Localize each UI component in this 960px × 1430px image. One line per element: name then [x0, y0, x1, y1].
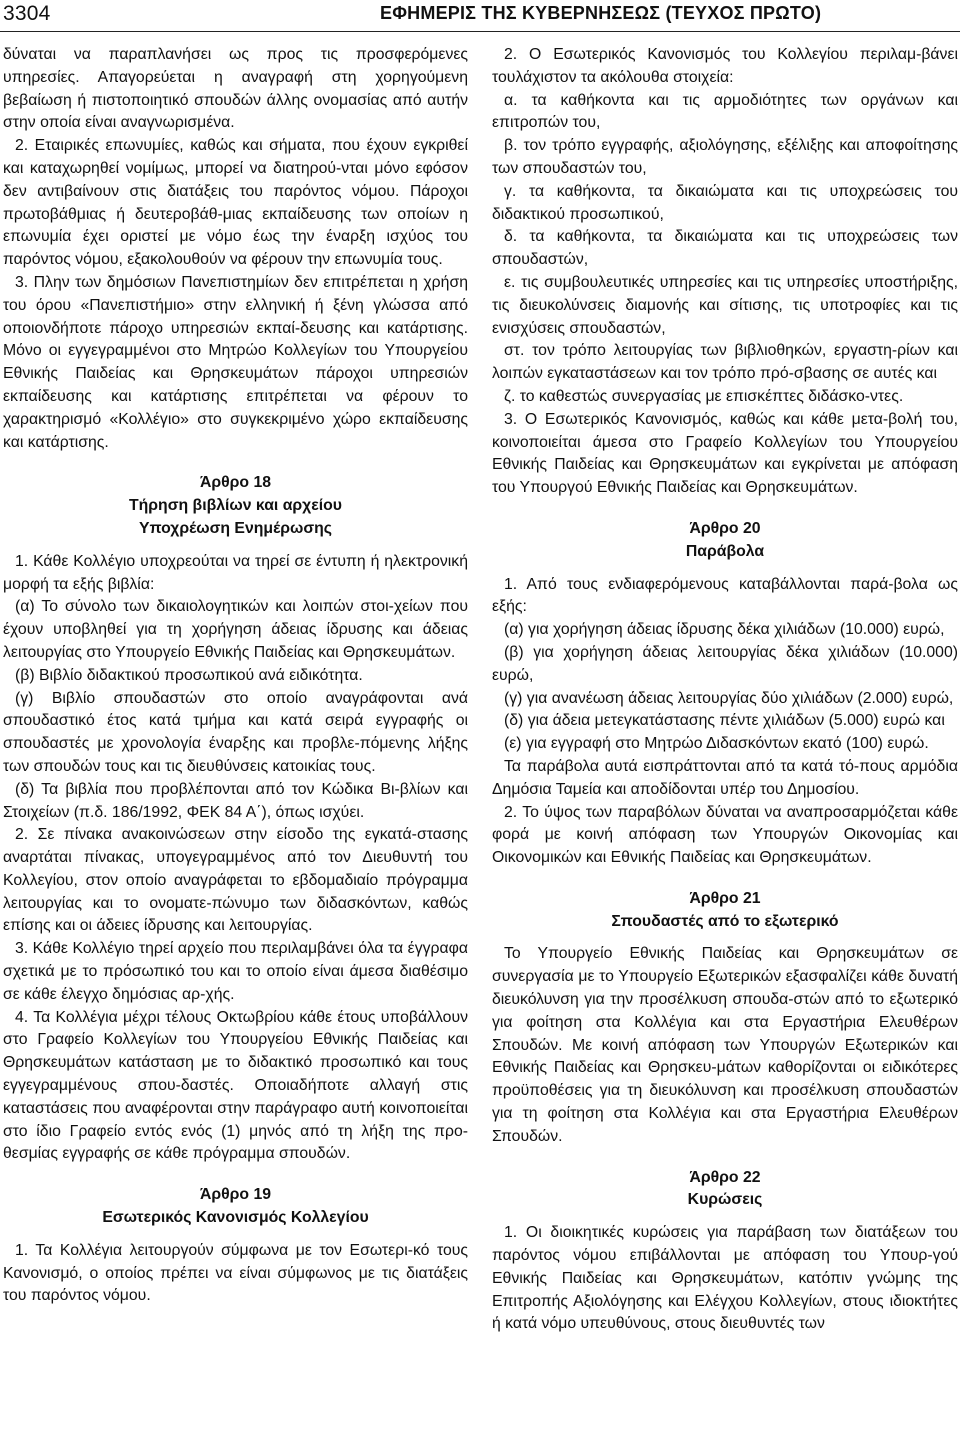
- list-item: (ε) για εγγραφή στο Μητρώο Διδασκόντων εκατό (100) ευρώ.: [504, 735, 929, 753]
- paragraph: 3. Ο Εσωτερικός Κανονισμός, καθώς και κάθε μετα-βολή του, κοινοποιείται άμεσα στο Γραφείο Κολλεγίων του Υπουργείου Εθνικής Παιδείας και Θρησκευμάτων και εγκρίνεται με απόφαση του Υπουργού Εθνικής Παιδείας και Θρησκευμάτων.: [492, 410, 958, 497]
- article-number: Άρθρο 22: [689, 1168, 761, 1186]
- list-item: β. τον τρόπο εγγραφής, αξιολόγησης, εξέλιξης και αποφοίτησης των σπουδαστών του,: [492, 137, 958, 177]
- article-number: Άρθρο 18: [199, 474, 272, 492]
- list-item: ε. τις συμβουλευτικές υπηρεσίες και τις υπηρεσίες υποστήριξης, τις διευκολύνσεις διαμονής και σίτισης, τις υποτροφίες και τις ενισχύσεις σπουδαστών,: [492, 273, 958, 337]
- list-item: α. τα καθήκοντα και τις αρμοδιότητες των οργάνων και επιτροπών του,: [492, 91, 958, 132]
- list-item: (δ) Τα βιβλία που προβλέπονται από τον Κώδικα Βι-βλίων και Στοιχείων (π.δ. 186/1992, ΦΕΚ 84 Α΄), όπως ισχύει.: [3, 780, 468, 821]
- paragraph: 1. Κάθε Κολλέγιο υποχρεούται να τηρεί σε έντυπη ή ηλεκτρονική μορφή τα εξής βιβλία:: [3, 552, 468, 593]
- list-item: (δ) για άδεια μετεγκατάστασης πέντε χιλιάδων (5.000) ευρώ και: [504, 712, 945, 730]
- article-title: Τήρηση βιβλίων και αρχείου: [128, 497, 342, 515]
- paragraph: 1. Τα Κολλέγια λειτουργούν σύμφωνα με τον Εσωτερι-κό τους Κανονισμό, ο οποίος πρέπει να είναι σύμφωνος με τις διατάξεις του παρόντος νόμου.: [3, 1241, 468, 1305]
- list-item: (β) για χορήγηση άδειας λειτουργίας δέκα χιλιάδων (10.000) ευρώ,: [492, 643, 958, 684]
- paragraph: δύναται να παραπλανήσει ως προς τις προσφερόμενες υπηρεσίες. Απαγορεύεται η αναγραφή στη χορηγούμενη βεβαίωση ή πιστοποιητικό σπουδών άλλης ονομασίας από αυτήν στην οποία είναι αναγνωρισμένα.: [3, 46, 468, 132]
- list-item: (γ) Βιβλίο σπουδαστών στο οποίο αναγράφονται ανά σπουδαστικό έτος κατά τμήμα και κατά σειρά εγγραφής οι σπουδαστές με χρονολογία έναρξης και προβλε-πόμενης λήξης των σπουδών τους και τις διευθύνσεις κατοικίας τους.: [3, 689, 468, 775]
- paragraph: 2. Σε πίνακα ανακοινώσεων στην είσοδο της εγκατά-στασης αναρτάται πίνακας, υπογεγραμμένος από τον Διευθυντή του Κολλεγίου, στον οποίο αναγράφεται το εβδομαδιαίο πρόγραμμα λειτουργίας και το ονοματε-πώνυμο των διδασκόντων, καθώς επίσης και οι άδειες ίδρυσης και λειτουργίας.: [3, 826, 468, 935]
- list-item: στ. τον τρόπο λειτουργίας των βιβλιοθηκών, εργαστη-ρίων και λοιπών εγκαταστάσεων και τον τρόπο πρό-σβασης σε αυτές και: [492, 342, 958, 383]
- list-item: (β) Βιβλίο διδακτικού προσωπικού ανά ειδικότητα.: [15, 666, 363, 684]
- running-head: ΕΦΗΜΕΡΙΣ ΤΗΣ ΚΥΒΕΡΝΗΣΕΩΣ (ΤΕΥΧΟΣ ΠΡΩΤΟ): [380, 3, 822, 23]
- article-title: Κυρώσεις: [687, 1191, 763, 1209]
- article-19-heading: [3, 1184, 468, 1230]
- paragraph: 2. Το ύψος των παραβόλων δύναται να αναπροσαρμόζεται κάθε φορά με κοινή απόφαση των Υπουργών Οικονομίας και Οικονομικών και Εθνικής Παιδείας και Θρησκευμάτων.: [492, 803, 958, 867]
- article-title: Σπουδαστές από το εξωτερικό: [611, 912, 839, 930]
- article-title: Παράβολα: [685, 542, 765, 560]
- article-number: Άρθρο 20: [689, 519, 761, 537]
- page-number: 3304: [3, 2, 51, 25]
- paragraph: 1. Από τους ενδιαφερόμενους καταβάλλονται παρά-βολα ως εξής:: [492, 575, 958, 616]
- list-item: ζ. το καθεστώς συνεργασίας με επισκέπτες διδάσκο-ντες.: [504, 387, 904, 405]
- article-title: Υποχρέωση Ενημέρωσης: [138, 519, 332, 537]
- article-20-heading: [492, 518, 958, 564]
- left-column: [3, 44, 468, 1308]
- list-item: (α) Το σύνολο των δικαιολογητικών και λοιπών στοι-χείων που έχουν υποβληθεί για τη χορήγηση άδειας ίδρυσης και άδειας λειτουργίας στο Υπουργείο Εθνικής Παιδείας και Θρησκευμάτων.: [3, 598, 468, 661]
- right-column: [492, 44, 958, 1336]
- paragraph: Τα παράβολα αυτά εισπράττονται από τα κατά τό-πους αρμόδια Δημόσια Ταμεία και αποδίδονται υπέρ του Δημοσίου.: [492, 757, 958, 798]
- article-title: Εσωτερικός Κανονισμός Κολλεγίου: [102, 1209, 369, 1227]
- article-number: Άρθρο 21: [689, 889, 761, 907]
- page-header: [0, 0, 960, 28]
- header-rule: [0, 31, 960, 32]
- article-number: Άρθρο 19: [199, 1186, 272, 1204]
- paragraph: 2. Ο Εσωτερικός Κανονισμός του Κολλεγίου περιλαμ-βάνει τουλάχιστον τα ακόλουθα στοιχεία:: [492, 46, 958, 86]
- paragraph: 2. Εταιρικές επωνυμίες, καθώς και σήματα, που έχουν εγκριθεί και καταχωρηθεί νομίμως, μπορεί να διατηρού-νται μόνο εφόσον δεν αντιβαίνουν στις διατάξεις του παρόντος νόμου. Πάροχοι πρωτοβάθμιας ή δευτεροβάθ-μιας εκπαίδευσης των οποίων η επωνυμία έχει οριστεί με νόμο έως την έναρξη ισχύος του παρόντος νόμου, εξακολουθούν να φέρουν την επωνυμία τους.: [3, 137, 468, 269]
- paragraph: Το Υπουργείο Εθνικής Παιδείας και Θρησκευμάτων σε συνεργασία με το Υπουργείο Εξωτερικών εξασφαλίζει κάθε δυνατή διευκόλυνση για την προσέλκυση σπουδα-στών από το εξωτερικό για φοίτηση στα Κολλέγια και στα Εργαστήρια Ελευθέρων Σπουδών. Με κοινή απόφαση των Υπουργών Εξωτερικών και Εθνικής Παιδείας και Θρησκευ-μάτων καθορίζονται οι ειδικότερες προϋποθέσεις για τη διευκόλυνση και προσέλκυση σπουδαστών για τη φοίτηση στα Κολλέγια και στα Εργαστήρια Ελευθέρων Σπουδών.: [492, 945, 958, 1145]
- list-item: δ. τα καθήκοντα, τα δικαιώματα και τις υποχρεώσεις των σπουδαστών,: [492, 228, 958, 269]
- paragraph: 1. Οι διοικητικές κυρώσεις για παράβαση των διατάξεων του παρόντος νόμου επιβάλλονται με απόφαση του Υπουρ-γού Εθνικής Παιδείας και Θρησκευμάτων, κατόπιν γνώμης της Επιτροπής Αξιολόγησης και Ελέγχου Κολλεγίων, στους ιδιοκτήτες ή κατά νόμο υπευθύνους, στους διευθυντές των: [492, 1224, 958, 1333]
- list-item: (α) για χορήγηση άδειας ίδρυσης δέκα χιλιάδων (10.000) ευρώ,: [504, 621, 945, 639]
- paragraph: 4. Τα Κολλέγια μέχρι τέλους Οκτωβρίου κάθε έτους υποβάλλουν στο Γραφείο Κολλεγίων του Υπουργείου Εθνικής Παιδείας και Θρησκευμάτων κατάσταση με το διδακτικό προσωπικό και τους εγγεγραμμένους σπου-δαστές. Οποιαδήποτε αλλαγή στις καταστάσεις που αναφέρονται στην παράγραφο αυτή κοινοποιείται στο ίδιο Γραφείο εντός ενός (1) μηνός από τη λήξη της προ-θεσμίας εγγραφής σε κάθε πρόγραμμα σπουδών.: [3, 1008, 468, 1163]
- article-21-heading: [492, 888, 958, 934]
- paragraph: 3. Πλην των δημόσιων Πανεπιστημίων δεν επιτρέπεται η χρήση του όρου «Πανεπιστήμιο» στην ελληνική ή ξένη γλώσσα από οποιονδήποτε πάροχο υπηρεσιών εκπαί-δευσης και κατάρτισης. Μόνο οι εγγεγραμμένοι στο Μητρώο Κολλεγίων του Υπουργείου Εθνικής Παιδείας και Θρησκευμάτων πάροχοι υπηρεσιών εκπαίδευσης και κατάρτισης επιτρέπεται να φέρουν το χαρακτηρισμό «Κολλέγιο» στο συγκεκριμένο χώρο εκπαίδευσης και κατάρτισης.: [3, 273, 468, 451]
- article-18-heading: [3, 472, 468, 540]
- paragraph: 3. Κάθε Κολλέγιο τηρεί αρχείο που περιλαμβάνει όλα τα έγγραφα σχετικά με το πρόσωπικό του και το οποίο είναι άμεσα διαθέσιμο σε κάθε έλεγχο δημόσιας αρ-χής.: [3, 940, 468, 1003]
- list-item: (γ) για ανανέωση άδειας λειτουργίας δύο χιλιάδων (2.000) ευρώ,: [504, 689, 954, 707]
- article-22-heading: [492, 1167, 958, 1213]
- list-item: γ. τα καθήκοντα, τα δικαιώματα και τις υποχρεώσεις του διδακτικού προσωπικού,: [492, 182, 958, 223]
